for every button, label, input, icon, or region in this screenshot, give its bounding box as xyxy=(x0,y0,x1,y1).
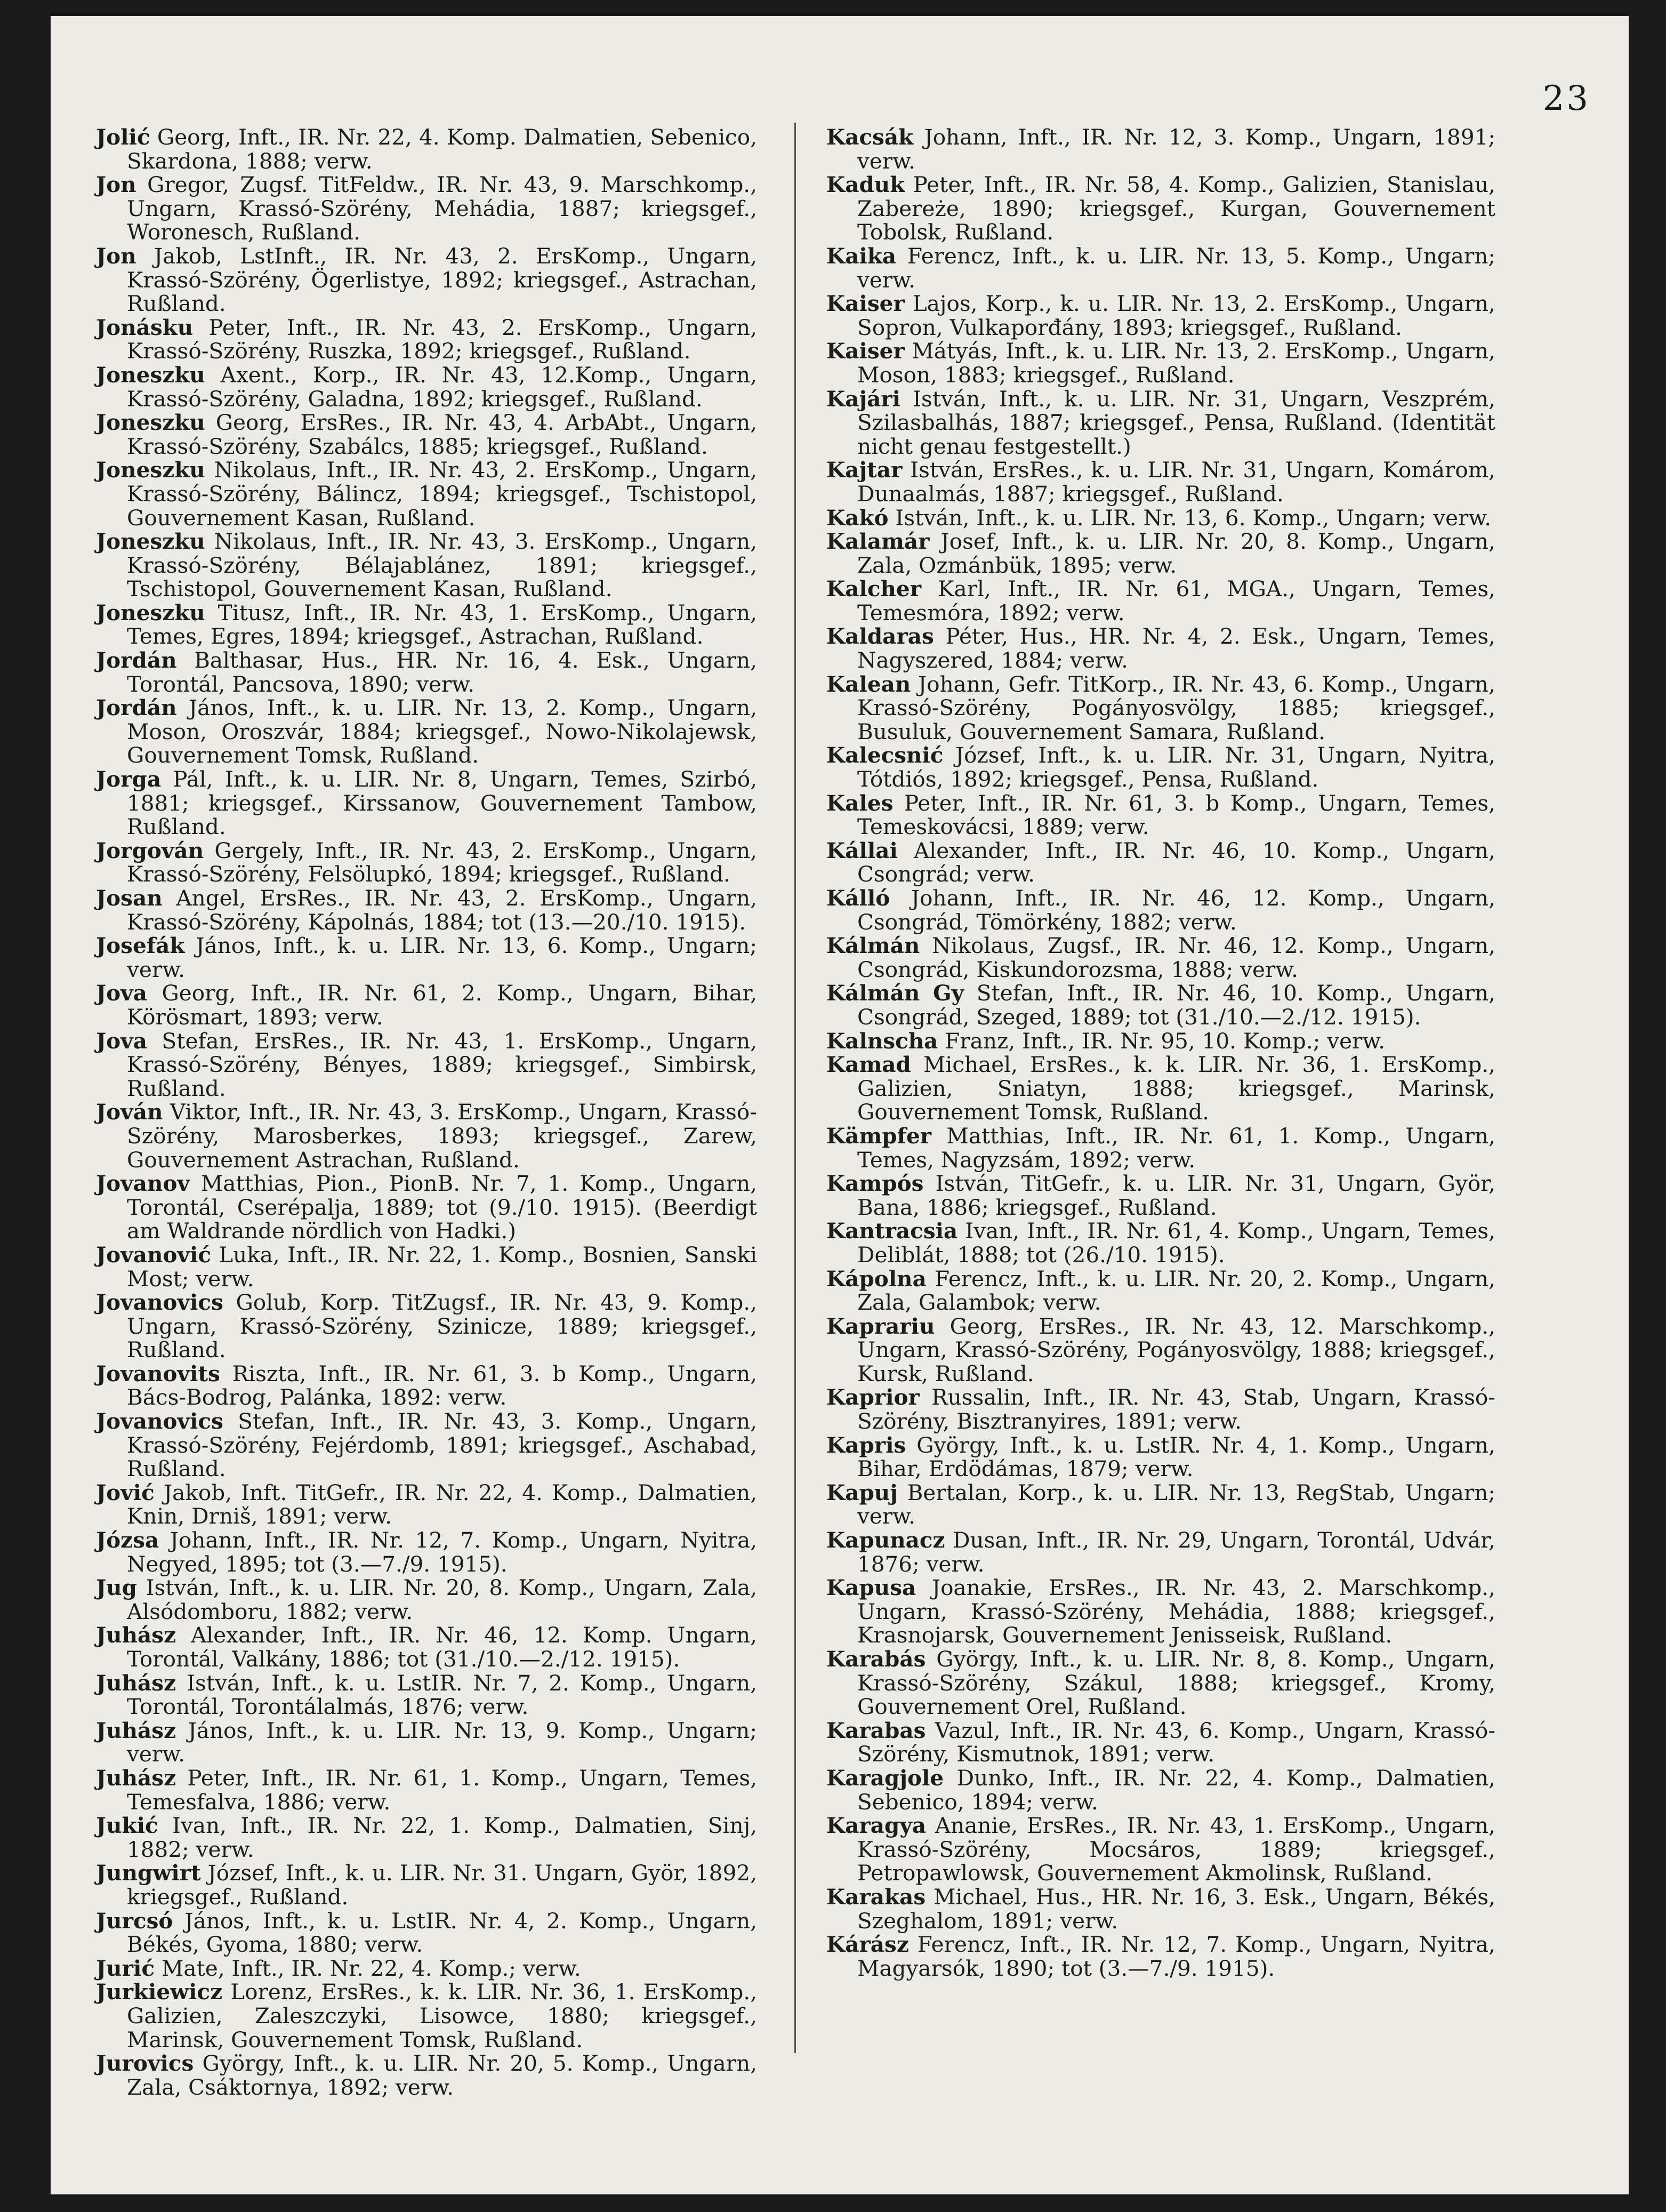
entry-details: Lajos, Korp., k. u. LIR. Nr. 13, 2. ErsKomp., Ungarn, Sopron, Vulkaporđány, 1893; kriegsgef., Rußland. xyxy=(857,291,1496,340)
entry-surname: Josefák xyxy=(96,933,185,959)
list-entry xyxy=(96,1671,757,1719)
entry-surname: Jović xyxy=(96,1479,155,1505)
list-entry xyxy=(826,624,1495,672)
entry-details: Ferencz, Inft., k. u. LIR. Nr. 13, 5. Komp., Ungarn; verw. xyxy=(857,243,1495,293)
list-entry xyxy=(96,1766,757,1814)
entry-surname: Jurcsó xyxy=(96,1908,173,1934)
entry-surname: Kalamár xyxy=(826,528,930,555)
entry-surname: Jurić xyxy=(96,1955,155,1981)
list-entry xyxy=(826,1766,1495,1814)
list-entry xyxy=(96,1861,757,1909)
entry-details: Viktor, Inft., IR. Nr. 43, 3. ErsKomp., Ungarn, Krassó-Szörény, Marosberkes, 1893; kriegsgef., Zarew, Gouvernement Astrachan, Rußland. xyxy=(127,1099,757,1173)
entry-details: Mate, Inft., IR. Nr. 22, 4. Komp.; verw. xyxy=(161,1955,581,1981)
list-entry xyxy=(826,886,1495,934)
entry-details: István, ErsRes., k. u. LIR. Nr. 31, Ungarn, Komárom, Dunaalmás, 1887; kriegsgef., Rußland. xyxy=(857,457,1495,507)
entry-details: Matthias, Pion., PionB. Nr. 7, 1. Komp., Ungarn, Torontál, Cserépalja, 1889; tot (9./10. 1915). (Beerdigt am Waldrande nördlich von Hadki.) xyxy=(127,1171,757,1244)
entry-surname: Kakó xyxy=(826,504,889,531)
entry-surname: Kalean xyxy=(826,671,911,697)
entry-details: Bertalan, Korp., k. u. LIR. Nr. 13, RegStab, Ungarn; verw. xyxy=(857,1479,1495,1529)
entry-surname: Jován xyxy=(96,1099,163,1125)
entry-surname: Kaika xyxy=(826,243,897,269)
column-divider xyxy=(794,123,796,2053)
entry-details: János, Inft., k. u. LIR. Nr. 13, 2. Komp., Ungarn, Moson, Oroszvár, 1884; kriegsgef., Nowo-Nikolajewsk, Gouvernement Tomsk, Rußland. xyxy=(127,695,757,768)
entry-surname: Jovanov xyxy=(96,1171,190,1197)
entry-details: Jakob, Inft. TitGefr., IR. Nr. 22, 4. Komp., Dalmatien, Knin, Drniš, 1891; verw. xyxy=(127,1479,757,1529)
list-entry xyxy=(96,1814,757,1861)
entry-surname: Kajtar xyxy=(826,457,903,483)
entry-surname: Kalecsnić xyxy=(826,742,944,768)
list-entry xyxy=(826,1433,1495,1481)
entry-details: Dunko, Inft., IR. Nr. 22, 4. Komp., Dalmatien, Sebenico, 1894; verw. xyxy=(857,1765,1496,1815)
entry-details: Georg, ErsRes., IR. Nr. 43, 12. Marschkomp., Ungarn, Krassó-Szörény, Pogányosvölgy, 1888; kriegsgef., Kursk, Rußland. xyxy=(857,1313,1495,1386)
entry-surname: Kaldaras xyxy=(826,623,934,650)
entry-surname: Kálmán xyxy=(826,933,920,959)
entry-details: Angel, ErsRes., IR. Nr. 43, 2. ErsKomp., Ungarn, Krassó-Szörény, Kápolnás, 1884; tot (13.—20./10. 1915). xyxy=(127,885,757,935)
list-entry xyxy=(826,1029,1495,1053)
entry-surname: Kapris xyxy=(826,1432,906,1458)
entry-details: István, Inft., k. u. LIR. Nr. 31, Ungarn, Veszprém, Szilasbalhás, 1887; kriegsgef., Pensa, Rußland. (Identität nicht genau festgestellt.) xyxy=(857,386,1495,459)
entry-surname: Jon xyxy=(96,172,136,198)
list-entry xyxy=(826,1172,1495,1219)
list-entry xyxy=(96,2051,757,2099)
left-column xyxy=(96,125,757,2099)
entry-surname: Jurkiewicz xyxy=(96,1979,223,2005)
entry-details: György, Inft., k. u. LIR. Nr. 20, 5. Komp., Ungarn, Zala, Csáktornya, 1892; verw. xyxy=(127,2050,758,2100)
list-entry xyxy=(96,767,757,839)
entry-details: István, TitGefr., k. u. LIR. Nr. 31, Ungarn, Györ, Bana, 1886; kriegsgef., Rußland. xyxy=(857,1171,1496,1220)
entry-surname: Kajári xyxy=(826,386,901,412)
list-entry xyxy=(96,1172,757,1243)
entry-surname: Kaprariu xyxy=(826,1313,935,1339)
entry-surname: Jorgován xyxy=(96,837,204,863)
entry-surname: Kantracsia xyxy=(826,1218,958,1244)
entry-details: Dusan, Inft., IR. Nr. 29, Ungarn, Torontál, Udvár, 1876; verw. xyxy=(857,1527,1495,1577)
document-page xyxy=(51,16,1629,2194)
entry-surname: Kapusa xyxy=(826,1575,916,1601)
list-entry xyxy=(826,1219,1495,1267)
entry-surname: Jug xyxy=(96,1575,137,1601)
entry-details: Golub, Korp. TitZugsf., IR. Nr. 43, 9. Komp., Ungarn, Krassó-Szörény, Szinicze, 1889; kriegsgef., Rußland. xyxy=(127,1289,758,1363)
list-entry xyxy=(96,458,757,530)
entry-details: Michael, Hus., HR. Nr. 16, 3. Esk., Ungarn, Békés, Szeghalom, 1891; verw. xyxy=(857,1884,1495,1934)
list-entry xyxy=(96,411,757,458)
entry-details: Johann, Inft., IR. Nr. 12, 3. Komp., Ungarn, 1891; verw. xyxy=(857,124,1496,174)
entry-surname: Kacsák xyxy=(826,124,914,150)
entry-surname: Kämpfer xyxy=(826,1123,932,1149)
entry-details: Péter, Hus., HR. Nr. 4, 2. Esk., Ungarn, Temes, Nagyszered, 1884; verw. xyxy=(857,623,1495,674)
list-entry xyxy=(826,1385,1495,1433)
entry-details: István, Inft., k. u. LIR. Nr. 20, 8. Komp., Ungarn, Zala, Alsódomboru, 1882; verw. xyxy=(127,1575,758,1624)
entry-surname: Joneszku xyxy=(96,457,205,483)
entry-surname: Joneszku xyxy=(96,599,205,626)
entry-details: Peter, Inft., IR. Nr. 61, 3. b Komp., Ungarn, Temes, Temeskovácsi, 1889; verw. xyxy=(857,790,1495,840)
entry-details: Axent., Korp., IR. Nr. 43, 12.Komp., Ungarn, Krassó-Szörény, Galadna, 1892; kriegsgef., Rußland. xyxy=(127,362,758,412)
list-entry xyxy=(96,934,757,981)
entry-surname: Jonásku xyxy=(96,314,194,340)
entry-details: Karl, Inft., IR. Nr. 61, MGA., Ungarn, Temes, Temesmóra, 1892; verw. xyxy=(857,576,1495,626)
page-number: 23 xyxy=(1542,79,1590,118)
entry-details: János, Inft., k. u. LstIR. Nr. 4, 2. Komp., Ungarn, Békés, Gyoma, 1880; verw. xyxy=(127,1908,758,1958)
entry-surname: Joneszku xyxy=(96,362,205,388)
list-entry xyxy=(96,125,757,173)
list-entry xyxy=(96,1528,757,1576)
list-entry xyxy=(826,839,1495,886)
entry-surname: Kalnscha xyxy=(826,1028,938,1054)
entry-surname: Karabás xyxy=(826,1646,926,1672)
entry-details: Peter, Inft., IR. Nr. 58, 4. Komp., Galizien, Stanislau, Zabereże, 1890; kriegsgef., Kurgan, Gouvernement Tobolsk, Rußland. xyxy=(857,172,1495,245)
entry-surname: Kárász xyxy=(826,1932,909,1958)
entry-surname: Juhász xyxy=(96,1670,176,1696)
list-entry xyxy=(96,1409,757,1481)
entry-surname: Jurovics xyxy=(96,2050,194,2077)
list-entry xyxy=(96,886,757,934)
list-entry xyxy=(826,934,1495,981)
entry-details: István, Inft., k. u. LstIR. Nr. 7, 2. Komp., Ungarn, Torontál, Torontálalmás, 1876; verw. xyxy=(127,1670,757,1720)
entry-surname: Józsa xyxy=(96,1527,159,1553)
entry-details: Joanakie, ErsRes., IR. Nr. 43, 2. Marschkomp., Ungarn, Krassó-Szörény, Mehádia, 1888; kriegsgef., Krasnojarsk, Gouvernement Jenisseisk, Rußland. xyxy=(857,1575,1496,1648)
entry-surname: Jon xyxy=(96,243,136,269)
list-entry xyxy=(96,839,757,886)
entry-details: Georg, ErsRes., IR. Nr. 43, 4. ArbAbt., Ungarn, Krassó-Szörény, Szabálcs, 1885; kriegsgef., Rußland. xyxy=(127,410,758,459)
list-entry xyxy=(826,1124,1495,1172)
entry-surname: Josan xyxy=(96,885,163,911)
entry-surname: Kampós xyxy=(826,1171,924,1197)
list-entry xyxy=(826,1933,1495,1980)
list-entry xyxy=(826,577,1495,624)
entry-details: Luka, Inft., IR. Nr. 22, 1. Komp., Bosnien, Sanski Most; verw. xyxy=(127,1241,757,1292)
entry-details: Riszta, Inft., IR. Nr. 61, 3. b Komp., Ungarn, Bács-Bodrog, Palánka, 1892: verw. xyxy=(127,1360,757,1410)
list-entry xyxy=(826,506,1495,530)
list-entry xyxy=(826,1267,1495,1315)
entry-details: Titusz, Inft., IR. Nr. 43, 1. ErsKomp., Ungarn, Temes, Egres, 1894; kriegsgef., Astrachan, Rußland. xyxy=(127,599,757,650)
list-entry xyxy=(96,530,757,601)
entry-surname: Kaduk xyxy=(826,172,905,198)
list-entry xyxy=(826,173,1495,244)
entry-details: Johann, Inft., IR. Nr. 46, 12. Komp., Ungarn, Csongrád, Tömörkény, 1882; verw. xyxy=(857,885,1496,935)
entry-details: Ferencz, Inft., IR. Nr. 12, 7. Komp., Ungarn, Nyitra, Magyarsók, 1890; tot (3.—7./9. 1915). xyxy=(857,1932,1495,1981)
entry-details: Stefan, ErsRes., IR. Nr. 43, 1. ErsKomp., Ungarn, Krassó-Szörény, Bényes, 1889; kriegsgef., Simbirsk, Rußland. xyxy=(127,1028,758,1101)
entry-details: Lorenz, ErsRes., k. k. LIR. Nr. 36, 1. ErsKomp., Galizien, Zaleszczyki, Lisowce, 1880; kriegsgef., Marinsk, Gouvernement Tomsk, Rußland. xyxy=(127,1979,758,2053)
entry-surname: Kaiser xyxy=(826,338,905,364)
entry-surname: Juhász xyxy=(96,1717,176,1743)
entry-surname: Karagya xyxy=(826,1813,927,1839)
entry-details: Mátyás, Inft., k. u. LIR. Nr. 13, 2. ErsKomp., Ungarn, Moson, 1883; kriegsgef., Rußland. xyxy=(857,338,1495,388)
entry-details: Nikolaus, Inft., IR. Nr. 43, 2. ErsKomp., Ungarn, Krassó-Szörény, Bálincz, 1894; kriegsgef., Tschistopol, Gouvernement Kasan, Rußland. xyxy=(127,457,757,531)
entry-details: György, Inft., k. u. LstIR. Nr. 4, 1. Komp., Ungarn, Bihar, Erdödámas, 1879; verw. xyxy=(857,1432,1495,1482)
list-entry xyxy=(96,244,757,316)
list-entry xyxy=(826,1885,1495,1933)
entry-details: István, Inft., k. u. LIR. Nr. 13, 6. Komp., Ungarn; verw. xyxy=(895,504,1492,531)
entry-details: Balthasar, Hus., HR. Nr. 16, 4. Esk., Ungarn, Torontál, Pancsova, 1890; verw. xyxy=(127,647,757,697)
list-entry xyxy=(826,743,1495,791)
list-entry xyxy=(826,339,1495,387)
list-entry xyxy=(96,696,757,767)
list-entry xyxy=(96,1243,757,1291)
entry-surname: Jova xyxy=(96,980,147,1006)
entry-details: Stefan, Inft., IR. Nr. 43, 3. Komp., Ungarn, Krassó-Szörény, Fejérdomb, 1891; kriegsgef., Aschabad, Rußland. xyxy=(127,1408,758,1482)
list-entry xyxy=(96,1623,757,1671)
entry-details: Nikolaus, Inft., IR. Nr. 43, 3. ErsKomp., Ungarn, Krassó-Szörény, Bélajablánez, 1891; kriegsgef., Tschistopol, Gouvernement Kasan, Rußland. xyxy=(127,528,757,602)
entry-details: Ananie, ErsRes., IR. Nr. 43, 1. ErsKomp., Ungarn, Krassó-Szörény, Mocsáros, 1889; kriegsgef., Petropawlowsk, Gouvernement Akmolinsk, Rußland. xyxy=(857,1813,1495,1886)
entry-details: János, Inft., k. u. LIR. Nr. 13, 9. Komp., Ungarn; verw. xyxy=(127,1717,758,1767)
entry-surname: Juhász xyxy=(96,1765,176,1791)
entry-surname: Jovanovics xyxy=(96,1289,223,1316)
list-entry xyxy=(96,981,757,1029)
list-entry xyxy=(826,530,1495,577)
entry-surname: Joneszku xyxy=(96,410,205,436)
entry-details: Josef, Inft., k. u. LIR. Nr. 20, 8. Komp., Ungarn, Zala, Ozmánbük, 1895; verw. xyxy=(857,528,1496,578)
entry-details: Georg, Inft., IR. Nr. 22, 4. Komp. Dalmatien, Sebenico, Skardona, 1888; verw. xyxy=(127,124,757,174)
entry-details: József, Inft., k. u. LIR. Nr. 31, Ungarn, Nyitra, Tótdiós, 1892; kriegsgef., Pensa, Rußland. xyxy=(857,742,1496,792)
entry-details: Ferencz, Inft., k. u. LIR. Nr. 20, 2. Komp., Ungarn, Zala, Galambok; verw. xyxy=(857,1265,1495,1316)
entry-details: Johann, Inft., IR. Nr. 12, 7. Komp., Ungarn, Nyitra, Negyed, 1895; tot (3.—7./9. 1915). xyxy=(127,1527,757,1577)
entry-details: Russalin, Inft., IR. Nr. 43, Stab, Ungarn, Krassó-Szörény, Bisztranyires, 1891; verw. xyxy=(857,1384,1495,1434)
list-entry xyxy=(96,1719,757,1766)
entry-details: Pál, Inft., k. u. LIR. Nr. 8, Ungarn, Temes, Szirbó, 1881; kriegsgef., Kirssanow, Gouvernement Tambow, Rußland. xyxy=(127,766,757,840)
list-entry xyxy=(96,1291,757,1362)
list-entry xyxy=(826,458,1495,506)
entry-surname: Jordán xyxy=(96,647,177,674)
entry-details: Alexander, Inft., IR. Nr. 46, 10. Komp., Ungarn, Csongrád; verw. xyxy=(857,837,1496,887)
entry-surname: Karagjole xyxy=(826,1765,944,1791)
entry-details: Peter, Inft., IR. Nr. 43, 2. ErsKomp., Ungarn, Krassó-Szörény, Ruszka, 1892; kriegsgef., Rußland. xyxy=(127,314,757,364)
entry-details: Michael, ErsRes., k. k. LIR. Nr. 36, 1. ErsKomp., Galizien, Sniatyn, 1888; kriegsgef., Marinsk, Gouvernement Tomsk, Rußland. xyxy=(857,1052,1495,1125)
entry-details: György, Inft., k. u. LIR. Nr. 8, 8. Komp., Ungarn, Krassó-Szörény, Szákul, 1888; kriegsgef., Kromy, Gouvernement Orel, Rußland. xyxy=(857,1646,1495,1720)
list-entry xyxy=(826,1814,1495,1885)
entry-surname: Kapuj xyxy=(826,1479,898,1505)
entry-surname: Kaprior xyxy=(826,1384,920,1410)
entry-surname: Karabas xyxy=(826,1717,926,1743)
list-entry xyxy=(826,791,1495,839)
entry-surname: Kamad xyxy=(826,1052,911,1078)
entry-surname: Juhász xyxy=(96,1622,176,1648)
entry-surname: Kápolna xyxy=(826,1265,927,1292)
entry-details: Peter, Inft., IR. Nr. 61, 1. Komp., Ungarn, Temes, Temesfalva, 1886; verw. xyxy=(127,1765,758,1815)
entry-surname: Jungwirt xyxy=(96,1860,201,1886)
entry-surname: Jorga xyxy=(96,766,162,792)
entry-surname: Kales xyxy=(826,790,894,816)
entry-details: József, Inft., k. u. LIR. Nr. 31. Ungarn, Györ, 1892, kriegsgef., Rußland. xyxy=(127,1860,757,1910)
entry-surname: Jordán xyxy=(96,695,177,721)
entry-surname: Jovanović xyxy=(96,1241,211,1268)
entry-details: Gregor, Zugsf. TitFeldw., IR. Nr. 43, 9. Marschkomp., Ungarn, Krassó-Szörény, Mehádia, 1887; kriegsgef., Woronesch, Rußland. xyxy=(127,172,757,245)
list-entry xyxy=(96,1980,757,2051)
entry-details: Gergely, Inft., IR. Nr. 43, 2. ErsKomp., Ungarn, Krassó-Szörény, Felsölupkó, 1894; kriegsgef., Rußland. xyxy=(127,837,757,887)
entry-surname: Kaiser xyxy=(826,291,905,317)
entry-surname: Jukić xyxy=(96,1813,158,1839)
list-entry xyxy=(826,1528,1495,1576)
entry-details: Nikolaus, Zugsf., IR. Nr. 46, 12. Komp., Ungarn, Csongrád, Kiskundorozsma, 1888; verw. xyxy=(857,933,1495,982)
list-entry xyxy=(96,173,757,244)
entry-details: Stefan, Inft., IR. Nr. 46, 10. Komp., Ungarn, Csongrád, Szeged, 1889; tot (31./10.—2./12. 1915). xyxy=(857,980,1495,1030)
entry-details: Georg, Inft., IR. Nr. 61, 2. Komp., Ungarn, Bihar, Körösmart, 1893; verw. xyxy=(127,980,757,1030)
entry-surname: Jolić xyxy=(96,124,150,150)
list-entry xyxy=(96,316,757,363)
entry-details: Franz, Inft., IR. Nr. 95, 10. Komp.; verw. xyxy=(945,1028,1386,1054)
list-entry xyxy=(96,1909,757,1957)
list-entry xyxy=(826,1315,1495,1386)
list-entry xyxy=(96,363,757,411)
entry-details: Ivan, Inft., IR. Nr. 22, 1. Komp., Dalmatien, Sinj, 1882; verw. xyxy=(127,1813,757,1862)
entry-surname: Jovanovics xyxy=(96,1408,223,1434)
entry-surname: Kapunacz xyxy=(826,1527,945,1553)
entry-details: Matthias, Inft., IR. Nr. 61, 1. Komp., Ungarn, Temes, Nagyzsám, 1892; verw. xyxy=(857,1123,1495,1173)
entry-details: Ivan, Inft., IR. Nr. 61, 4. Komp., Ungarn, Temes, Deliblát, 1888; tot (26./10. 1915). xyxy=(857,1218,1495,1268)
entry-surname: Joneszku xyxy=(96,528,205,555)
entry-surname: Jovanovits xyxy=(96,1360,220,1386)
list-entry xyxy=(826,1053,1495,1124)
entry-surname: Jova xyxy=(96,1028,147,1054)
list-entry xyxy=(96,1957,757,1981)
list-entry xyxy=(826,244,1495,292)
list-entry xyxy=(96,1100,757,1172)
list-entry xyxy=(96,648,757,696)
entry-details: Jakob, LstInft., IR. Nr. 43, 2. ErsKomp., Ungarn, Krassó-Szörény, Ögerlistye, 1892; kriegsgef., Astrachan, Rußland. xyxy=(127,243,758,317)
entry-details: Alexander, Inft., IR. Nr. 46, 12. Komp. Ungarn, Torontál, Valkány, 1886; tot (31./10.—2./12. 1915). xyxy=(127,1622,757,1672)
list-entry xyxy=(96,1576,757,1623)
list-entry xyxy=(826,981,1495,1029)
list-entry xyxy=(96,1029,757,1101)
list-entry xyxy=(96,1362,757,1409)
entry-surname: Kálló xyxy=(826,885,890,911)
entry-surname: Karakas xyxy=(826,1884,926,1910)
right-column xyxy=(826,125,1495,1980)
list-entry xyxy=(826,672,1495,744)
list-entry xyxy=(826,1719,1495,1766)
entry-details: Johann, Gefr. TitKorp., IR. Nr. 43, 6. Komp., Ungarn, Krassó-Szörény, Pogányosvölgy, 1885; kriegsgef., Busuluk, Gouvernement Samara, Rußland. xyxy=(857,671,1496,744)
entry-details: Vazul, Inft., IR. Nr. 43, 6. Komp., Ungarn, Krassó-Szörény, Kismutnok, 1891; verw. xyxy=(857,1717,1496,1767)
list-entry xyxy=(826,292,1495,339)
entry-details: János, Inft., k. u. LIR. Nr. 13, 6. Komp., Ungarn; verw. xyxy=(127,933,758,982)
entry-surname: Kállai xyxy=(826,837,898,863)
list-entry xyxy=(826,1647,1495,1719)
entry-surname: Kalcher xyxy=(826,576,922,602)
list-entry xyxy=(826,1481,1495,1528)
list-entry xyxy=(96,1481,757,1528)
list-entry xyxy=(826,125,1495,173)
list-entry xyxy=(826,1576,1495,1647)
list-entry xyxy=(826,387,1495,459)
entry-surname: Kálmán Gy xyxy=(826,980,964,1006)
list-entry xyxy=(96,601,757,648)
